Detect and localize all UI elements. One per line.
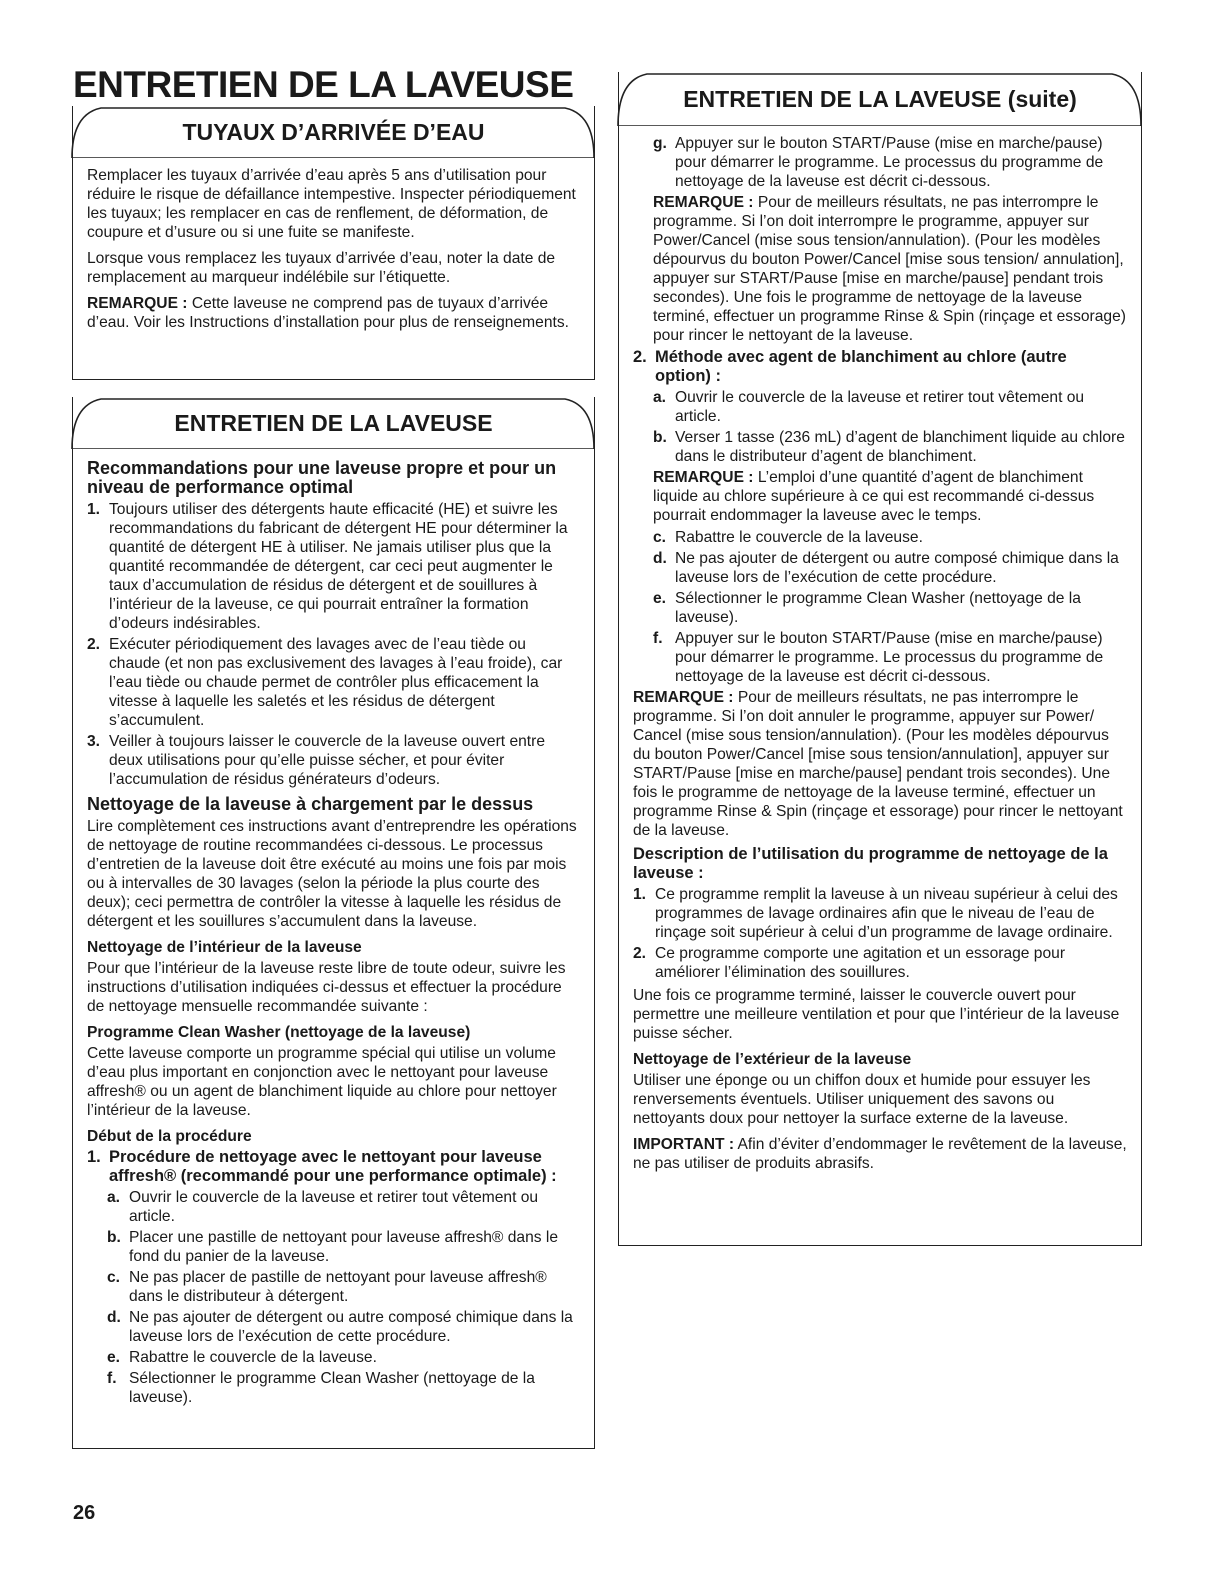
hoses-paragraph-1: Remplacer les tuyaux d’arrivée d’eau après 5 ans d’utilisation pour réduire le risque de défaillance intempestive. Inspecter périodiquement les tuyaux; les remplacer en cas de renflement, de déformation, de coupure et d’usure ou si une fuite se manifeste. (87, 167, 576, 241)
subheading-recommendations: Recommandations pour une laveuse propre et pour un niveau de performance optimal (87, 458, 557, 497)
list-item: g. Appuyer sur le bouton START/Pause (mise en marche/pause) pour démarrer le programme. Le processus du programme de nettoyage de la laveuse est décrit ci-dessous. (653, 135, 1104, 190)
note-interrupt: REMARQUE : Pour de meilleurs résultats, ne pas interrompre le programme. Si l’on doit interrompre le programme, appuyer sur Power/Cancel (mise sous tension/annulation). (Pour les modèles dépourvus du bouton Power/Cancel [mise sous tension/ annulation], appuyer sur START/Pause [mise en marche/pause] pendant trois secondes). Une fois le programme de nettoyage de la laveuse terminé, effectuer un programme Rinse & Spin (rinçage et essorage) pour rincer le nettoyant de la laveuse. (653, 194, 1126, 344)
paragraph-interior: Pour que l’intérieur de la laveuse reste libre de toute odeur, suivre les instructions d’utilisation indiquées ci-dessus et effectuer la procédure de nettoyage mensuelle recommandée suivante : (87, 960, 566, 1015)
list-item: c. Rabattre le couvercle de la laveuse. (653, 529, 923, 546)
list-item: 2. Ce programme comporte une agitation et un essorage pour améliorer l’élimination des souillures. (633, 945, 1066, 981)
hoses-paragraph-2: Lorsque vous remplacez les tuyaux d’arrivée d’eau, noter la date de remplacement au marqueur indélébile sur l’étiquette. (87, 250, 556, 286)
note-lead: REMARQUE : (87, 295, 188, 312)
list-item: b. Verser 1 tasse (236 mL) d’agent de blanchiment liquide au chlore dans le distributeur d’agent de blanchiment. (653, 429, 1125, 465)
list-item: a. Ouvrir le couvercle de la laveuse et retirer tout vêtement ou article. (653, 389, 1085, 425)
important-note: IMPORTANT : Afin d’éviter d’endommager le revêtement de la laveuse, ne pas utiliser de produits abrasifs. (633, 1136, 1127, 1172)
procedure-2-steps (633, 388, 1127, 686)
list-item: 1. Toujours utiliser des détergents haute efficacité (HE) et suivre les recommandations du fabricant de détergent HE pour déterminer la quantité de détergent HE à utiliser. Ne jamais utiliser plus que la quantité recommandée de détergent, car ceci peut augmenter le taux d’accumulation de résidus de détergent et de souillures à l’intérieur de la laveuse, ce qui pourrait entraîner la formation d’odeurs indésirables. (87, 501, 568, 632)
care-continued-header (619, 72, 1141, 124)
recommendations-list (87, 500, 580, 789)
step-g (633, 134, 1127, 191)
note-text: Cette laveuse ne comprend pas de tuyaux d’arrivée d’eau. Voir les Instructions d’installation pour plus de renseignements. (87, 295, 569, 331)
subheading-clean-washer: Programme Clean Washer (nettoyage de la laveuse) (87, 1024, 471, 1041)
paragraph-exterior: Utiliser une éponge ou un chiffon doux et humide pour essuyer les renversements éventuels. Utiliser uniquement des savons ou nettoyants doux pour nettoyer la surface externe de la laveuse. (633, 1072, 1091, 1127)
hoses-heading: TUYAUX D’ARRIVÉE D’EAU (182, 119, 485, 145)
list-item: a. Ouvrir le couvercle de la laveuse et retirer tout vêtement ou article. (107, 1189, 539, 1225)
note-bleach: REMARQUE : L’emploi d’une quantité d’agent de blanchiment liquide au chlore supérieure à ce qui est recommandé ci-dessus pourrait endommager la laveuse avec le temps. (653, 469, 1095, 524)
subheading-procedure-start: Début de la procédure (87, 1128, 252, 1145)
description-list (633, 885, 1127, 982)
paragraph-top-load: Lire complètement ces instructions avant d’entreprendre les opérations de nettoyage de routine recommandées ci-dessous. Le processus d’entretien de la laveuse doit être exécuté au moins une fois par mois ou à intervalles de 30 lavages (selon la période la plus courte des deux); ceci permettra de contrôler la vitesse à laquelle les résidus de détergent et les souillures s’accumulent dans la laveuse. (87, 818, 577, 930)
subheading-program-description: Description de l’utilisation du programme de nettoyage de la laveuse : (633, 845, 1108, 882)
care-continued-heading: ENTRETIEN DE LA LAVEUSE (suite) (683, 86, 1077, 112)
list-item: 2. Exécuter périodiquement des lavages avec de l’eau tiède ou chaude (et non pas exclusivement des lavages à l’eau froide), car l’eau tiède ou chaude permet de contrôler plus efficacement la vitesse à laquelle les saletés et les résidus de détergent s’accumulent. (87, 636, 563, 729)
subheading-top-load-cleaning: Nettoyage de la laveuse à chargement par le dessus (87, 794, 534, 814)
list-item: e. Rabattre le couvercle de la laveuse. (107, 1349, 377, 1366)
hoses-note (87, 294, 580, 332)
procedure-1: 1. Procédure de nettoyage avec le nettoyant pour laveuse affresh® (recommandé pour une performance optimale) : (87, 1148, 557, 1185)
list-item: d. Ne pas ajouter de détergent ou autre composé chimique dans la laveuse lors de l’exécution de cette procédure. (107, 1309, 573, 1345)
list-item: e. Sélectionner le programme Clean Washer (nettoyage de la laveuse). (653, 590, 1081, 626)
list-item: b. Placer une pastille de nettoyant pour laveuse affresh® dans le fond du panier de la laveuse. (107, 1229, 559, 1265)
note-cancel: REMARQUE : Pour de meilleurs résultats, ne pas interrompre le programme. Si l’on doit annuler le programme, appuyer sur Power/ Cancel (mise sous tension/annulation). (Pour les modèles dépourvus du bouton Power/Cancel [mise sous tension/annulation], appuyer sur START/Pause [mise en marche/pause] pendant trois secondes). Une fois le programme de nettoyage de la laveuse terminé, effectuer un programme Rinse & Spin (rinçage et essorage) pour rincer le nettoyant de la laveuse. (633, 689, 1123, 839)
care-continued-section (618, 72, 1142, 1246)
list-item: 1. Ce programme remplit la laveuse à un niveau supérieur à celui des programmes de lavage ordinaires afin que le niveau de l’eau de rinçage soit supérieur à celui d’un programme de lavage ordinaire. (633, 886, 1118, 941)
paragraph-after-program: Une fois ce programme terminé, laisser le couvercle ouvert pour permettre une meilleure ventilation et pour que l’intérieur de la laveuse puisse sécher. (633, 987, 1120, 1042)
subheading-interior: Nettoyage de l’intérieur de la laveuse (87, 939, 362, 956)
list-item: f. Appuyer sur le bouton START/Pause (mise en marche/pause) pour démarrer le programme. Le processus du programme de nettoyage de la laveuse est décrit ci-dessous. (653, 630, 1104, 685)
subheading-exterior: Nettoyage de l’extérieur de la laveuse (633, 1051, 912, 1068)
page-number: 26 (73, 1502, 96, 1524)
page-title: ENTRETIEN DE LA LAVEUSE (73, 64, 574, 105)
procedure-2: 2. Méthode avec agent de blanchiment au chlore (autre option) : (633, 348, 1067, 385)
care-heading: ENTRETIEN DE LA LAVEUSE (174, 410, 493, 436)
hoses-section (72, 106, 595, 380)
care-section (72, 397, 595, 1449)
hoses-header (73, 106, 594, 156)
list-item: c. Ne pas placer de pastille de nettoyant pour laveuse affresh® dans le distributeur à détergent. (107, 1269, 547, 1305)
list-item: d. Ne pas ajouter de détergent ou autre composé chimique dans la laveuse lors de l’exécution de cette procédure. (653, 550, 1119, 586)
list-item: 3. Veiller à toujours laisser le couvercle de la laveuse ouvert entre deux utilisations pour qu’elle puisse sécher, et pour éviter l’accumulation de résidus générateurs d’odeurs. (87, 733, 545, 788)
care-header (73, 397, 594, 447)
procedure-1-steps (87, 1188, 580, 1407)
paragraph-clean-washer: Cette laveuse comporte un programme spécial qui utilise un volume d’eau plus important en conjonction avec le nettoyant pour laveuse affresh® ou un agent de blanchiment liquide au chlore pour nettoyer l’intérieur de la laveuse. (87, 1045, 557, 1119)
list-item: f. Sélectionner le programme Clean Washer (nettoyage de la laveuse). (107, 1370, 535, 1406)
